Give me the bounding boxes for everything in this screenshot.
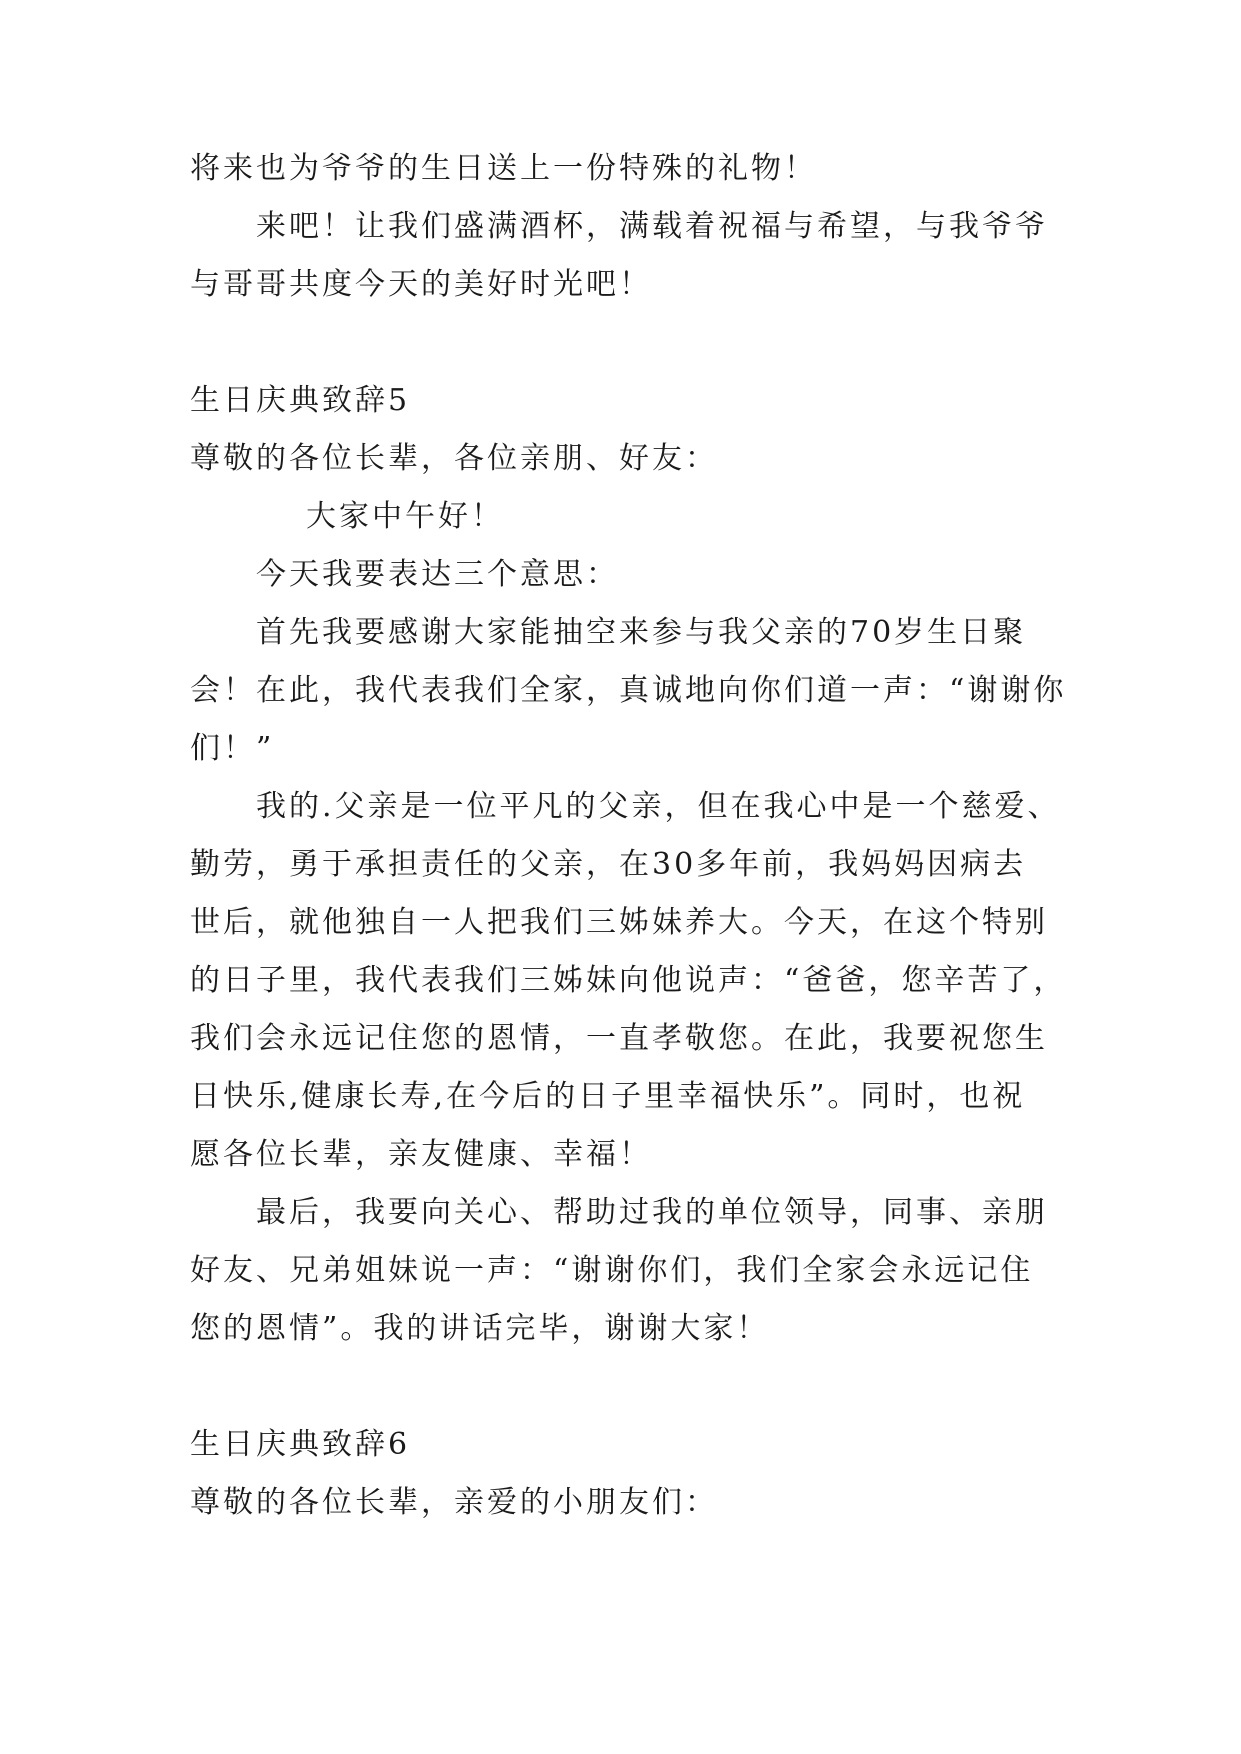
text-line: 们！” <box>190 731 275 766</box>
text-line: 会！在此，我代表我们全家，真诚地向你们道一声：“谢谢你 <box>190 673 1067 708</box>
section-gap <box>190 1358 1060 1416</box>
paragraph-start: 首先我要感谢大家能抽空来参与我父亲的70岁生日聚 <box>256 615 1027 650</box>
section-heading: 生日庆典致辞5 <box>190 383 411 418</box>
text-line: 世后，就他独自一人把我们三姊妹养大。今天，在这个特别 <box>190 905 1048 940</box>
text-line: 的日子里，我代表我们三姊妹向他说声：“爸爸，您辛苦了， <box>190 963 1067 998</box>
text-line: 与哥哥共度今天的美好时光吧！ <box>190 267 652 302</box>
text-line: 将来也为爷爷的生日送上一份特殊的礼物！ <box>190 151 817 186</box>
text-line: 勤劳，勇于承担责任的父亲，在30多年前，我妈妈因病去 <box>190 847 1027 882</box>
greeting: 大家中午好！ <box>306 499 504 534</box>
text-line: 我们会永远记住您的恩情，一直孝敬您。在此，我要祝您生 <box>190 1021 1048 1056</box>
document-page <box>190 140 1067 1532</box>
text-line: 愿各位长辈，亲友健康、幸福！ <box>190 1137 652 1172</box>
section-heading: 生日庆典致辞6 <box>190 1427 411 1462</box>
text-line: 日快乐,健康长寿,在今后的日子里幸福快乐”。同时，也祝 <box>190 1079 1026 1114</box>
salutation: 尊敬的各位长辈，亲爱的小朋友们： <box>190 1485 718 1520</box>
paragraph-start: 今天我要表达三个意思： <box>256 557 619 592</box>
section-gap <box>190 314 1060 372</box>
paragraph-start: 我的.父亲是一位平凡的父亲，但在我心中是一个慈爱、 <box>256 789 1061 824</box>
salutation: 尊敬的各位长辈，各位亲朋、好友： <box>190 441 718 476</box>
text-line: 好友、兄弟姐妹说一声：“谢谢你们，我们全家会永远记住 <box>190 1253 1034 1288</box>
paragraph-start: 来吧！让我们盛满酒杯，满载着祝福与希望，与我爷爷 <box>256 209 1048 244</box>
text-line: 您的恩情”。我的讲话完毕，谢谢大家！ <box>190 1311 770 1346</box>
paragraph-start: 最后，我要向关心、帮助过我的单位领导，同事、亲朋 <box>256 1195 1048 1230</box>
